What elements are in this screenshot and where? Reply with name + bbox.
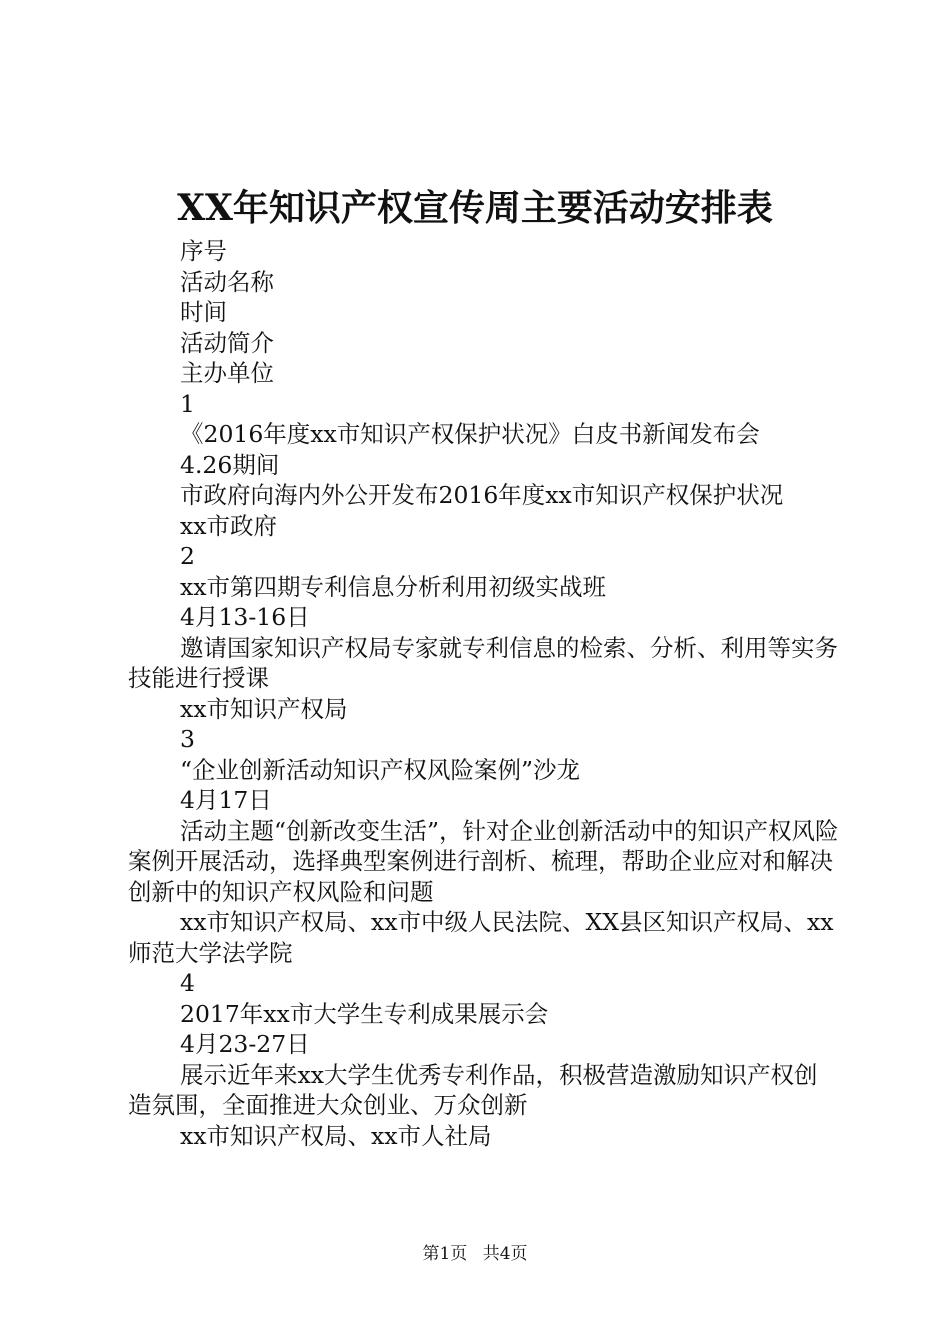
text-line: xx市第四期专利信息分析利用初级实战班 [180,572,607,601]
text-line: xx市知识产权局、xx市人社局 [180,1121,492,1150]
page-footer [0,1240,950,1268]
text-line: 邀请国家知识产权局专家就专利信息的检索、分析、利用等实务技能进行授课 [128,633,838,692]
text-line: 序号 [180,237,227,265]
text-line: 活动主题“创新改变生活”，针对企业创新活动中的知识产权风险案例开展活动，选择典型案例进行剖析、梳理，帮助企业应对和解决创新中的知识产权风险和问题 [128,816,839,906]
text-line: 《2016年度xx市知识产权保护状况》白皮书新闻发布会 [180,420,760,448]
text-line: 2 [180,542,195,570]
text-line: 3 [180,725,195,753]
text-line: 4月17日 [180,786,272,814]
document-title: XX年知识产权宣传周主要活动安排表 [177,187,773,229]
text-line: 活动名称 [180,267,274,296]
text-line: 1 [180,389,195,418]
text-line: 主办单位 [180,359,274,387]
page-number: 第1页 [422,1244,468,1264]
text-line: 2017年xx市大学生专利成果展示会 [180,999,549,1028]
text-line: 展示近年来xx大学生优秀专利作品，积极营造激励知识产权创造氛围，全面推进大众创业、万众创新 [128,1060,818,1119]
text-line: 4月13-16日 [180,603,310,631]
text-line: 市政府向海内外公开发布2016年度xx市知识产权保护状况 [180,481,784,509]
text-line: “企业创新活动知识产权风险案例”沙龙 [180,755,581,784]
text-line: 4月23-27日 [180,1030,310,1058]
text-line: 4.26期间 [180,450,280,479]
text-line: 4 [180,969,195,997]
text-line: xx市政府 [180,511,278,540]
text-line: xx市知识产权局 [180,694,348,723]
text-line: xx市知识产权局、xx市中级人民法院、XX县区知识产权局、xx师范大学法学院 [128,908,834,967]
document-body [128,236,840,1151]
page-total: 共4页 [482,1244,528,1264]
text-line: 活动简介 [180,328,274,357]
text-line: 时间 [180,298,227,326]
